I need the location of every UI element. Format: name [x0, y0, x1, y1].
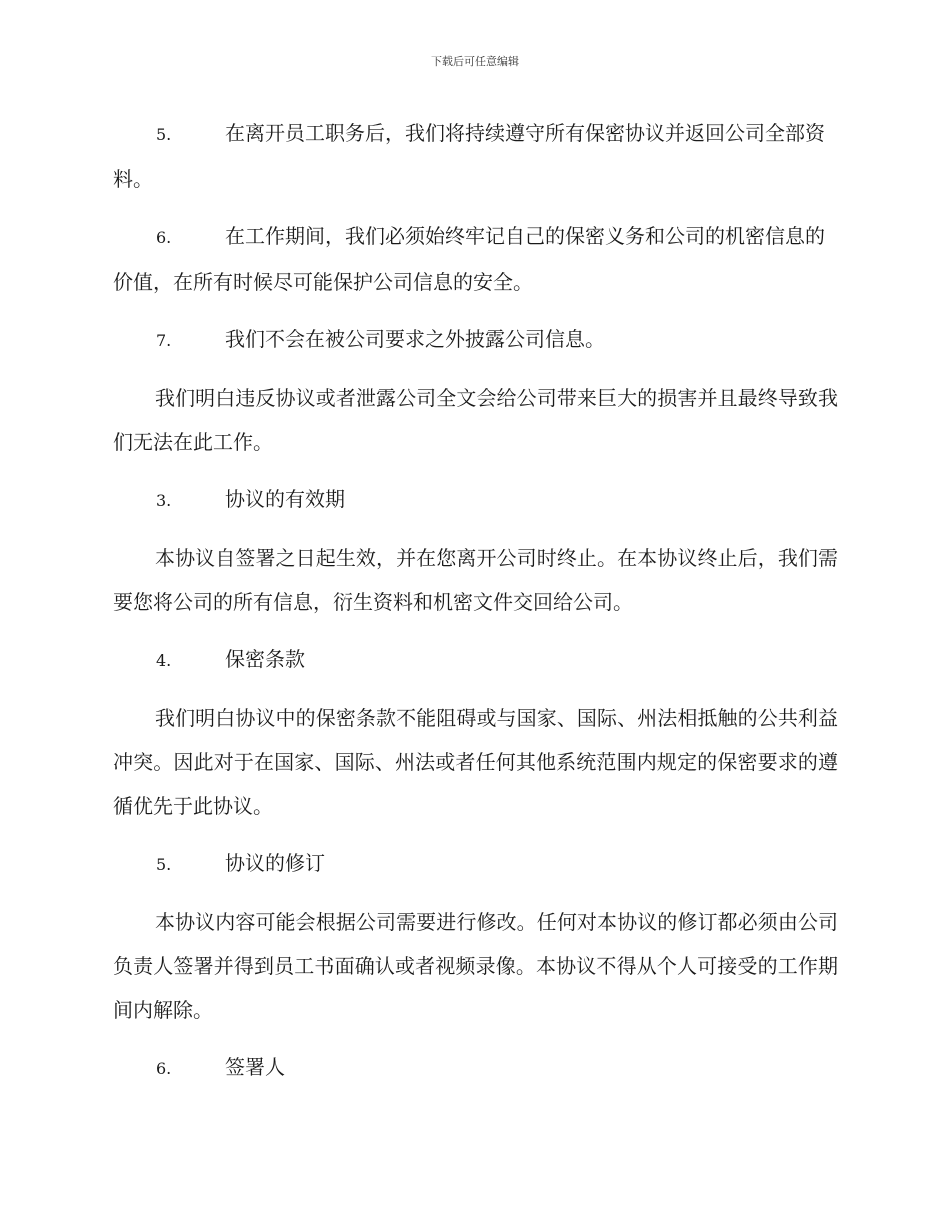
section-title: 保密条款	[225, 647, 305, 671]
section-title: 协议的有效期	[225, 487, 345, 511]
section-heading-6	[113, 1045, 838, 1091]
section-number: 4.	[156, 651, 172, 670]
paragraph: 本协议内容可能会根据公司需要进行修改。任何对本协议的修订都必须由公司负责人签署并得到员工书面确认或者视频录像。本协议不得从个人可接受的工作期间内解除。	[113, 910, 838, 1022]
list-item-number: 5.	[156, 125, 172, 144]
document-body	[113, 111, 838, 1091]
list-item-number: 6.	[156, 228, 172, 247]
list-item-5	[113, 111, 838, 201]
list-item-text: 我们不会在被公司要求之外披露公司信息。	[225, 327, 605, 351]
section-number: 5.	[156, 855, 172, 874]
list-item-6	[113, 214, 838, 304]
section-heading-3	[113, 477, 838, 523]
section-heading-5	[113, 841, 838, 887]
paragraph: 我们明白协议中的保密条款不能阻碍或与国家、国际、州法相抵触的公共利益冲突。因此对于在国家、国际、州法或者任何其他系统范围内规定的保密要求的遵循优先于此协议。	[113, 706, 838, 818]
paragraph: 本协议自签署之日起生效，并在您离开公司时终止。在本协议终止后，我们需要您将公司的所有信息，衍生资料和机密文件交回给公司。	[113, 546, 838, 614]
section-number: 3.	[156, 491, 172, 510]
list-item-text: 在工作期间，我们必须始终牢记自己的保密义务和公司的机密信息的价值，在所有时候尽可能保护公司信息的安全。	[113, 224, 825, 294]
section-heading-4	[113, 637, 838, 683]
section-number: 6.	[156, 1059, 172, 1078]
page-header: 下载后可任意编辑	[431, 55, 519, 68]
list-item-7	[113, 317, 838, 363]
list-item-text: 在离开员工职务后，我们将持续遵守所有保密协议并返回公司全部资料。	[113, 121, 825, 191]
list-item-number: 7.	[156, 331, 172, 350]
section-title: 协议的修订	[225, 851, 325, 875]
paragraph: 我们明白违反协议或者泄露公司全文会给公司带来巨大的损害并且最终导致我们无法在此工作。	[113, 386, 838, 454]
section-title: 签署人	[225, 1055, 285, 1079]
